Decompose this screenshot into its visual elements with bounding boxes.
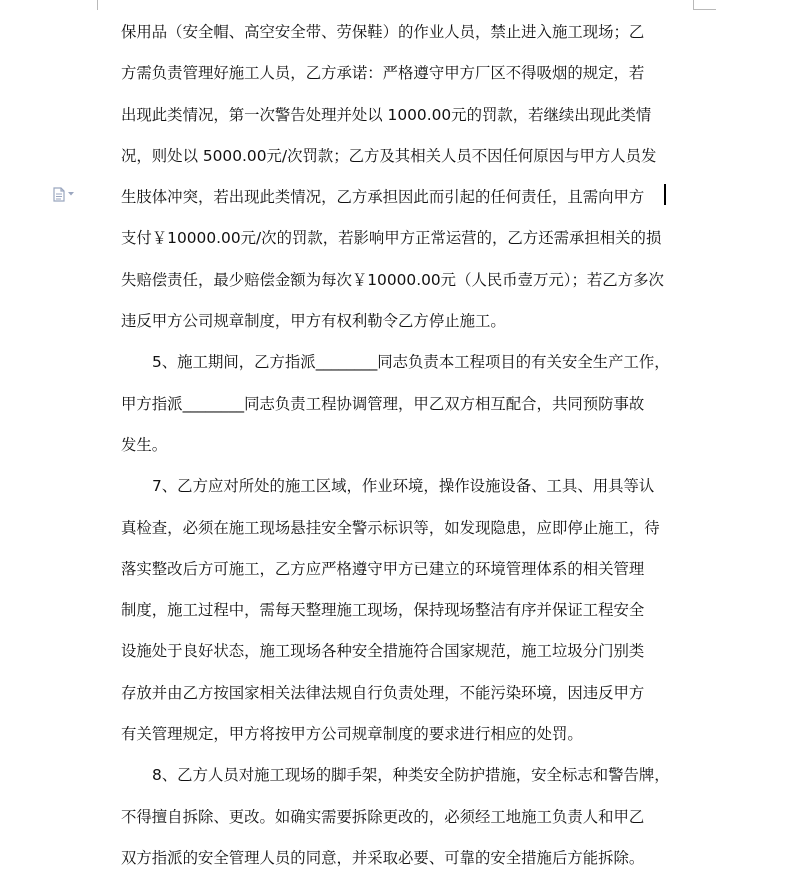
document-page-icon	[53, 187, 65, 202]
document-body[interactable]	[121, 12, 681, 879]
document-line: 制度，施工过程中，需每天整理施工现场，保持现场整洁有序并保证工程安全	[121, 601, 645, 620]
document-line: 失赔偿责任，最少赔偿金额为每次￥10000.00元（人民币壹万元）；若乙方多次	[121, 270, 664, 289]
document-line: 7、乙方应对所处的施工区域，作业环境，操作设施设备、工具、用具等认	[152, 477, 655, 496]
document-line: 有关管理规定，甲方将按甲方公司规章制度的要求进行相应的处罚。	[121, 725, 583, 744]
chevron-down-icon	[68, 192, 74, 196]
document-line: 发生。	[121, 435, 168, 454]
paragraph-layout-marker[interactable]	[53, 186, 83, 202]
document-line: 违反甲方公司规章制度，甲方有权利勒令乙方停止施工。	[121, 312, 506, 331]
document-line: 生肢体冲突，若出现此类情况，乙方承担因此而引起的任何责任，且需向甲方	[121, 188, 645, 207]
document-line: 保用品（安全帽、高空安全带、劳保鞋）的作业人员，禁止进入施工现场；乙	[121, 23, 645, 41]
document-line: 不得擅自拆除、更改。如确实需要拆除更改的，必须经工地施工负责人和甲乙	[121, 807, 645, 826]
document-line: 5、施工期间，乙方指派________同志负责本工程项目的有关安全生产工作，	[152, 353, 670, 372]
document-line: 双方指派的安全管理人员的同意，并采取必要、可靠的安全措施后方能拆除。	[121, 848, 645, 867]
crop-mark-left	[97, 0, 98, 10]
document-line: 甲方指派________同志负责工程协调管理，甲乙双方相互配合，共同预防事故	[121, 394, 645, 413]
document-line: 方需负责管理好施工人员，乙方承诺：严格遵守甲方厂区不得吸烟的规定，若	[121, 64, 645, 83]
document-line: 8、乙方人员对施工现场的脚手架，种类安全防护措施，安全标志和警告牌，	[152, 766, 670, 785]
document-line: 出现此类情况，第一次警告处理并处以 1000.00元的罚款，若继续出现此类情	[121, 105, 652, 124]
document-line: 设施处于良好状态，施工现场各种安全措施符合国家规范，施工垃圾分门别类	[121, 642, 645, 661]
document-line: 支付￥10000.00元/次的罚款，若影响甲方正常运营的，乙方还需承担相关的损	[121, 229, 662, 248]
crop-mark-right-horizontal	[694, 9, 716, 10]
document-line: 真检查，必须在施工现场悬挂安全警示标识等，如发现隐患，应即停止施工，待	[121, 518, 660, 537]
document-line: 存放并由乙方按国家相关法律法规自行负责处理，不能污染环境，因违反甲方	[121, 683, 645, 702]
document-line: 落实整改后方可施工，乙方应严格遵守甲方已建立的环境管理体系的相关管理	[121, 559, 645, 578]
document-line: 况，则处以 5000.00元/次罚款；乙方及其相关人员不因任何原因与甲方人员发	[121, 146, 657, 165]
